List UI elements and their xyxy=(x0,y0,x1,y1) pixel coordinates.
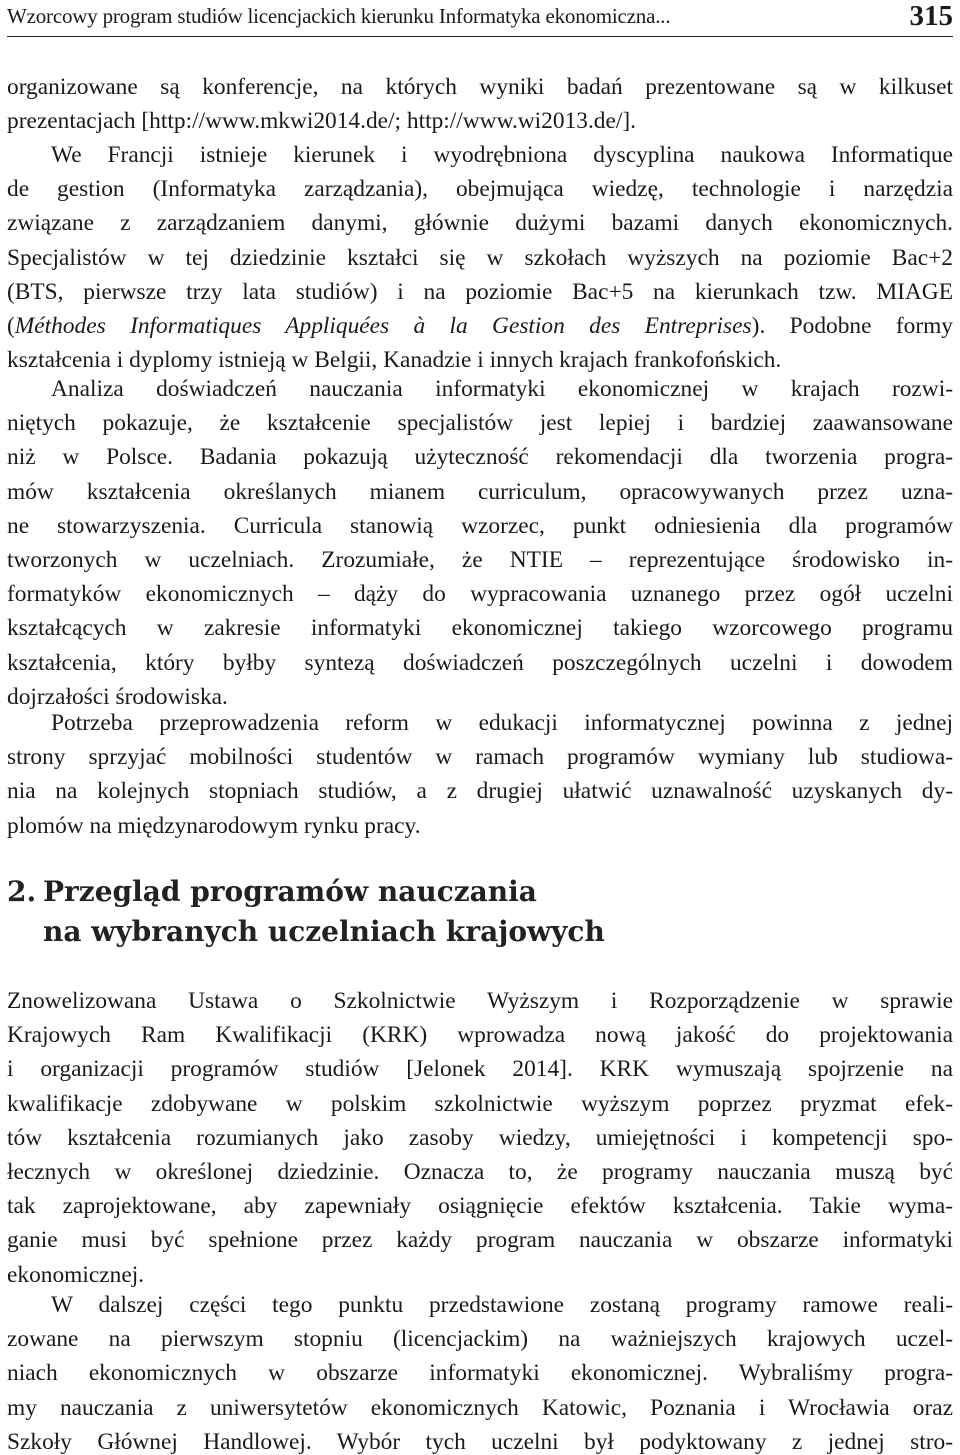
text-line: związane z zarządzaniem danymi, głównie dużymi bazami danych ekonomicznych. xyxy=(7,210,953,237)
text-line: Znowelizowana Ustawa o Szkolnictwie Wyższym i Rozporządzenie w sprawie xyxy=(7,988,953,1014)
text-line: tak zaprojektowane, aby zapewniały osiągnięcie efektów kształcenia. Takie wyma- xyxy=(7,1193,953,1220)
paren-open: ( xyxy=(7,313,15,340)
text-line: plomów na międzynarodowym rynku pracy. xyxy=(7,812,421,839)
text-line: my nauczania z uniwersytetów ekonomicznych Katowic, Poznania i Wrocławia oraz xyxy=(7,1394,953,1421)
text-line: organizowane są konferencje, na których wyniki badań prezentowane są w kilkuset xyxy=(7,74,953,100)
paragraph-programs xyxy=(7,1288,953,1455)
text-line: dojrzałości środowiska. xyxy=(7,683,228,710)
text-line: kształcenia, który byłby syntezą doświadczeń poszczególnych uczelni i dowodem xyxy=(7,649,953,676)
section-heading xyxy=(7,872,953,952)
text-line: ekonomicznej. xyxy=(7,1261,145,1288)
text-line: (BTS, pierwsze trzy lata studiów) i na poziomie Bac+5 na kierunkach tzw. MIAGE xyxy=(7,278,953,305)
text-line: łecznych w określonej dziedzinie. Oznacza to, że programy nauczania muszą być xyxy=(7,1159,953,1186)
paragraph-analysis xyxy=(7,372,953,714)
section-number: 2. xyxy=(7,875,37,908)
text-line: prezentacjach [http://www.mkwi2014.de/; http://www.wi2013.de/]. xyxy=(7,108,637,135)
text-line: W dalszej części tego punktu przedstawione zostaną programy ramowe reali- xyxy=(51,1292,953,1318)
text-line: formatyków ekonomicznych – dąży do wypracowania uznanego przez ogół uczelni xyxy=(7,581,953,608)
miage-full-name: Méthodes Informatiques Appliquées à la Gestion des Entreprises xyxy=(14,313,752,340)
text-line: Krajowych Ram Kwalifikacji (KRK) wprowadza nową jakość do projektowania xyxy=(7,1022,953,1049)
text-line: nia na kolejnych stopniach studiów, a z drugiej ułatwić uznawalność uzyskanych dy- xyxy=(7,778,953,805)
section-title-line1: Przegląd programów nauczania xyxy=(43,875,537,908)
paragraph-reforms xyxy=(7,706,953,843)
text-line: kwalifikacje zdobywane w polskim szkolnictwie wyższym poprzez pryzmat efek- xyxy=(7,1090,953,1117)
text-line: de gestion (Informatyka zarządzania), obejmująca wiedzę, technologie i narzędzia xyxy=(7,176,953,203)
text-line: mów kształcenia określanych mianem curriculum, opracowywanych przez uzna- xyxy=(7,478,953,505)
text-line: ganie musi być spełnione przez każdy program nauczania w obszarze informatyki xyxy=(7,1227,953,1254)
text-line: kształcących w zakresie informatyki ekonomicznej takiego wzorcowego programu xyxy=(7,615,953,642)
text-line: niż w Polsce. Badania pokazują użyteczność rekomendacji dla tworzenia progra- xyxy=(7,444,953,471)
text-line: zowane na pierwszym stopniu (licencjackim) na ważniejszych krajowych uczel- xyxy=(7,1326,953,1353)
page-number: 315 xyxy=(909,0,953,32)
text-line: tworzonych w uczelniach. Zrozumiałe, że NTIE – reprezentujące środowisko in- xyxy=(7,547,953,574)
text-line: tów kształcenia rozumianych jako zasoby wiedzy, umiejętności i kompetencji spo- xyxy=(7,1124,953,1151)
text-line: kształcenia i dyplomy istnieją w Belgii, Kanadzie i innych krajach frankofońskich. xyxy=(7,347,782,374)
paragraph-continuation xyxy=(7,70,953,138)
running-header xyxy=(7,2,953,37)
text-line: strony sprzyjać mobilności studentów w ramach programów wymiany lub studiowa- xyxy=(7,744,953,771)
text-line: ne stowarzyszenia. Curricula stanowią wzorzec, punkt odniesienia dla programów xyxy=(7,512,953,539)
text-line: niętych pokazuje, że kształcenie specjalistów jest lepiej i bardziej zaawansowane xyxy=(7,410,953,437)
text-line: Analiza doświadczeń nauczania informatyki ekonomicznej w krajach rozwi- xyxy=(51,376,953,402)
text-line: Specjalistów w tej dziedzinie kształci się w szkołach wyższych na poziomie Bac+2 xyxy=(7,244,953,271)
text-line: Szkoły Głównej Handlowej. Wybór tych uczelni był podyktowany z jednej stro- xyxy=(7,1428,953,1455)
text-line: niach ekonomicznych w obszarze informatyki ekonomicznej. Wybraliśmy progra- xyxy=(7,1360,953,1387)
paragraph-krk xyxy=(7,984,953,1292)
line-tail: ). Podobne formy xyxy=(751,313,953,340)
section-title-line2: na wybranych uczelniach krajowych xyxy=(43,915,605,948)
text-line: Potrzeba przeprowadzenia reform w edukacji informatycznej powinna z jednej xyxy=(51,710,953,736)
paragraph-france xyxy=(7,138,953,377)
text-line-miage xyxy=(7,309,953,343)
header-title: Wzorcowy program studiów licencjackich kierunku Informatyka ekonomiczna... xyxy=(7,4,671,28)
text-line: i organizacji programów studiów [Jelonek 2014]. KRK wymuszają spojrzenie na xyxy=(7,1056,953,1083)
text-line: We Francji istnieje kierunek i wyodrębniona dyscyplina naukowa Informatique xyxy=(51,142,953,168)
